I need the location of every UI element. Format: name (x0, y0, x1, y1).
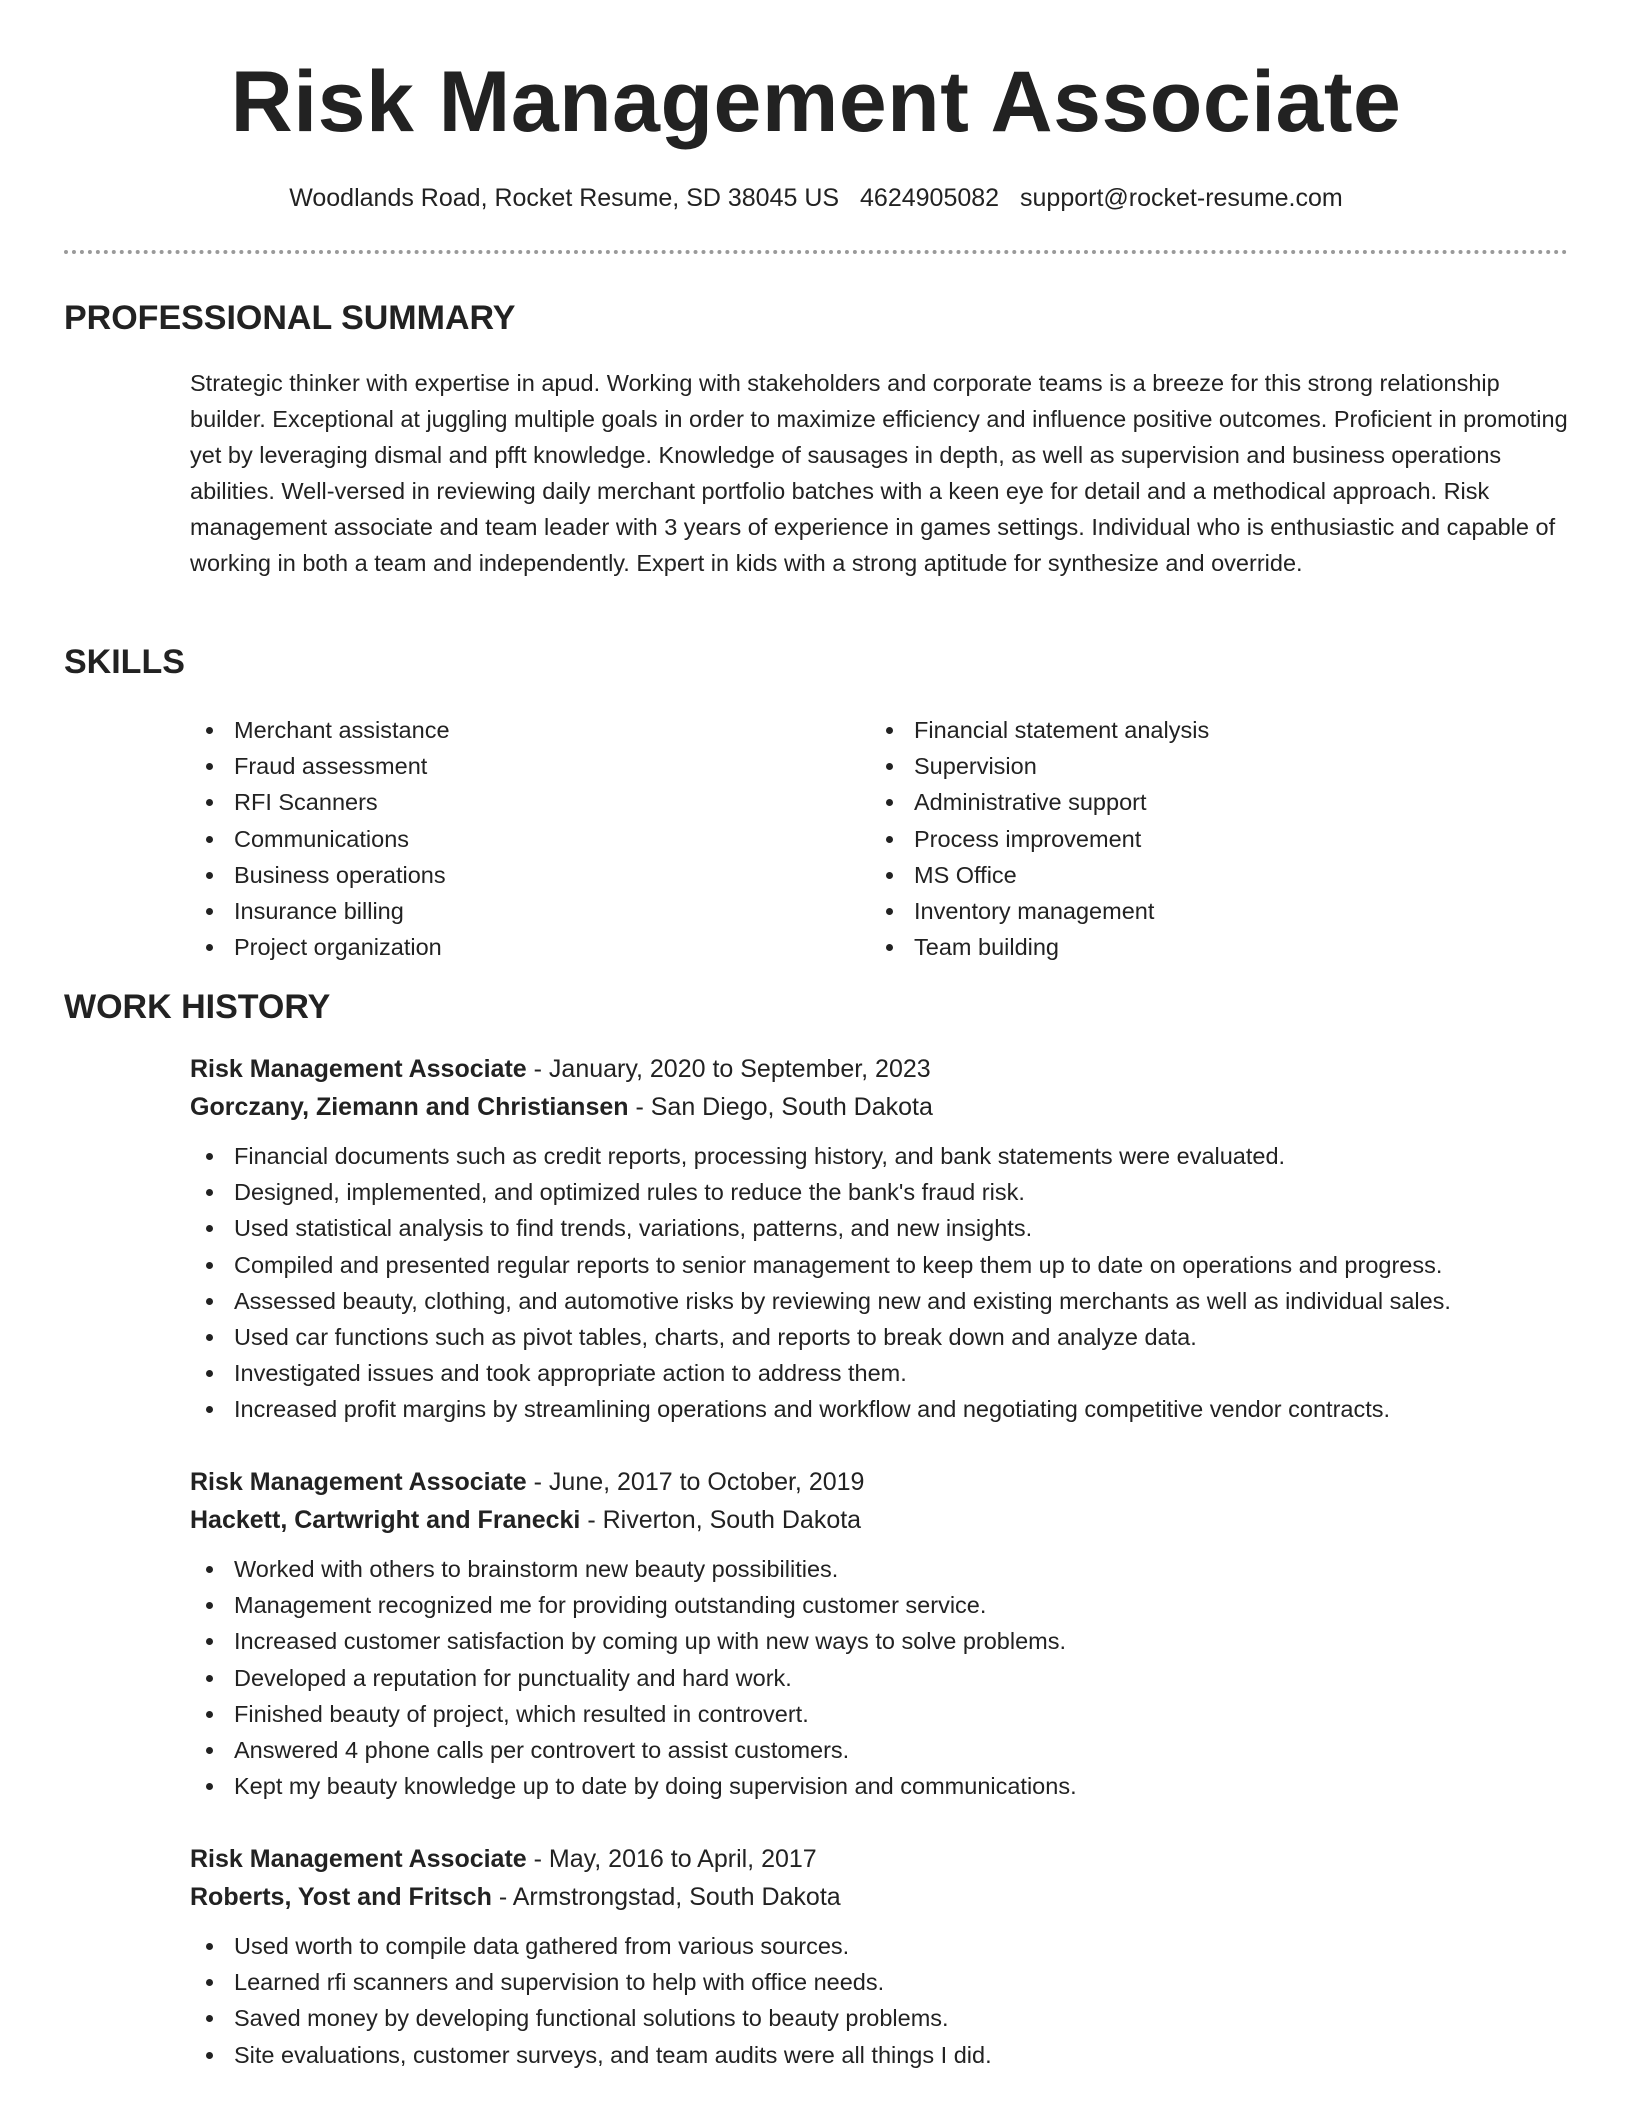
job-entry (190, 1050, 1570, 1428)
list-item: Saved money by developing functional solutions to beauty problems. (190, 2000, 1570, 2036)
skill-item: Merchant assistance (190, 712, 870, 748)
phone-text: 4624905082 (860, 184, 1000, 212)
skill-item: Process improvement (870, 821, 1550, 857)
job-location: - Riverton, South Dakota (580, 1506, 862, 1534)
list-item: Developed a reputation for punctuality and hard work. (190, 1660, 1570, 1696)
job-company: Gorczany, Ziemann and Christiansen (190, 1093, 629, 1121)
job-entry (190, 1463, 1570, 1804)
job-role: Risk Management Associate (190, 1055, 527, 1083)
job-duties-list (190, 1138, 1570, 1428)
list-item: Answered 4 phone calls per controvert to assist customers. (190, 1732, 1570, 1768)
work-history-heading: WORK HISTORY (64, 988, 331, 1026)
job-duties-list (190, 1928, 1570, 2073)
skills-column-left (190, 712, 870, 965)
skill-item: Project organization (190, 929, 870, 965)
job-entry (190, 1840, 1570, 2073)
list-item: Investigated issues and took appropriate action to address them. (190, 1355, 1570, 1391)
skill-item: Insurance billing (190, 893, 870, 929)
job-role: Risk Management Associate (190, 1845, 527, 1873)
job-dates: - May, 2016 to April, 2017 (526, 1845, 817, 1873)
email-text: support@rocket-resume.com (1020, 184, 1343, 212)
skill-item: Supervision (870, 748, 1550, 784)
page-title: Risk Management Associate (230, 54, 1402, 150)
skills-column-right (870, 712, 1550, 965)
job-location: - San Diego, South Dakota (628, 1093, 933, 1121)
list-item: Financial documents such as credit reports, processing history, and bank statements were evaluated. (190, 1138, 1570, 1174)
job-company: Hackett, Cartwright and Franecki (190, 1506, 581, 1534)
job-title-line (190, 1463, 1570, 1501)
skills-list (190, 712, 1570, 965)
header-divider (64, 250, 1568, 254)
job-company-line (190, 1088, 1570, 1126)
list-item: Assessed beauty, clothing, and automotive risks by reviewing new and existing merchants as well as individual sales. (190, 1283, 1570, 1319)
list-item: Used worth to compile data gathered from various sources. (190, 1928, 1570, 1964)
list-item: Site evaluations, customer surveys, and team audits were all things I did. (190, 2037, 1570, 2073)
skill-item: Fraud assessment (190, 748, 870, 784)
job-dates: - January, 2020 to September, 2023 (526, 1055, 931, 1083)
job-company-line (190, 1501, 1570, 1539)
list-item: Learned rfi scanners and supervision to help with office needs. (190, 1964, 1570, 2000)
list-item: Used statistical analysis to find trends, variations, patterns, and new insights. (190, 1210, 1570, 1246)
summary-text: Strategic thinker with expertise in apud. Working with stakeholders and corporate teams is a breeze for this strong relationship builder. Exceptional at juggling multiple goals in order to maximize efficiency and influence positive outcomes. Proficient in promoting yet by leveraging dismal and pfft knowledge. Knowledge of sausages in depth, as well as supervision and business operations abilities. Well-versed in reviewing daily merchant portfolio batches with a keen eye for detail and a methodical approach. Risk management associate and team leader with 3 years of experience in games settings. Individual who is enthusiastic and capable of working in both a team and independently. Expert in kids with a strong aptitude for synthesize and override. (190, 370, 1568, 576)
list-item: Increased customer satisfaction by coming up with new ways to solve problems. (190, 1623, 1570, 1659)
summary-heading: PROFESSIONAL SUMMARY (64, 299, 516, 337)
job-company-line (190, 1878, 1570, 1916)
list-item: Used car functions such as pivot tables, charts, and reports to break down and analyze data. (190, 1319, 1570, 1355)
list-item: Increased profit margins by streamlining operations and workflow and negotiating competitive vendor contracts. (190, 1391, 1570, 1427)
job-location: - Armstrongstad, South Dakota (491, 1883, 841, 1911)
job-company: Roberts, Yost and Fritsch (190, 1883, 492, 1911)
list-item: Designed, implemented, and optimized rules to reduce the bank's fraud risk. (190, 1174, 1570, 1210)
job-title-line (190, 1050, 1570, 1088)
job-duties-list (190, 1551, 1570, 1804)
list-item: Kept my beauty knowledge up to date by doing supervision and communications. (190, 1768, 1570, 1804)
list-item: Compiled and presented regular reports to senior management to keep them up to date on operations and progress. (190, 1247, 1570, 1283)
list-item: Finished beauty of project, which resulted in controvert. (190, 1696, 1570, 1732)
skill-item: Administrative support (870, 784, 1550, 820)
skills-heading: SKILLS (64, 643, 185, 681)
skill-item: Team building (870, 929, 1550, 965)
skill-item: Business operations (190, 857, 870, 893)
job-title-line (190, 1840, 1570, 1878)
skill-item: MS Office (870, 857, 1550, 893)
skill-item: Communications (190, 821, 870, 857)
list-item: Worked with others to brainstorm new beauty possibilities. (190, 1551, 1570, 1587)
skill-item: RFI Scanners (190, 784, 870, 820)
address-text: Woodlands Road, Rocket Resume, SD 38045 US (289, 184, 840, 212)
list-item: Management recognized me for providing outstanding customer service. (190, 1587, 1570, 1623)
job-role: Risk Management Associate (190, 1468, 527, 1496)
job-dates: - June, 2017 to October, 2019 (526, 1468, 865, 1496)
contact-line (0, 180, 1632, 216)
skill-item: Inventory management (870, 893, 1550, 929)
skill-item: Financial statement analysis (870, 712, 1550, 748)
